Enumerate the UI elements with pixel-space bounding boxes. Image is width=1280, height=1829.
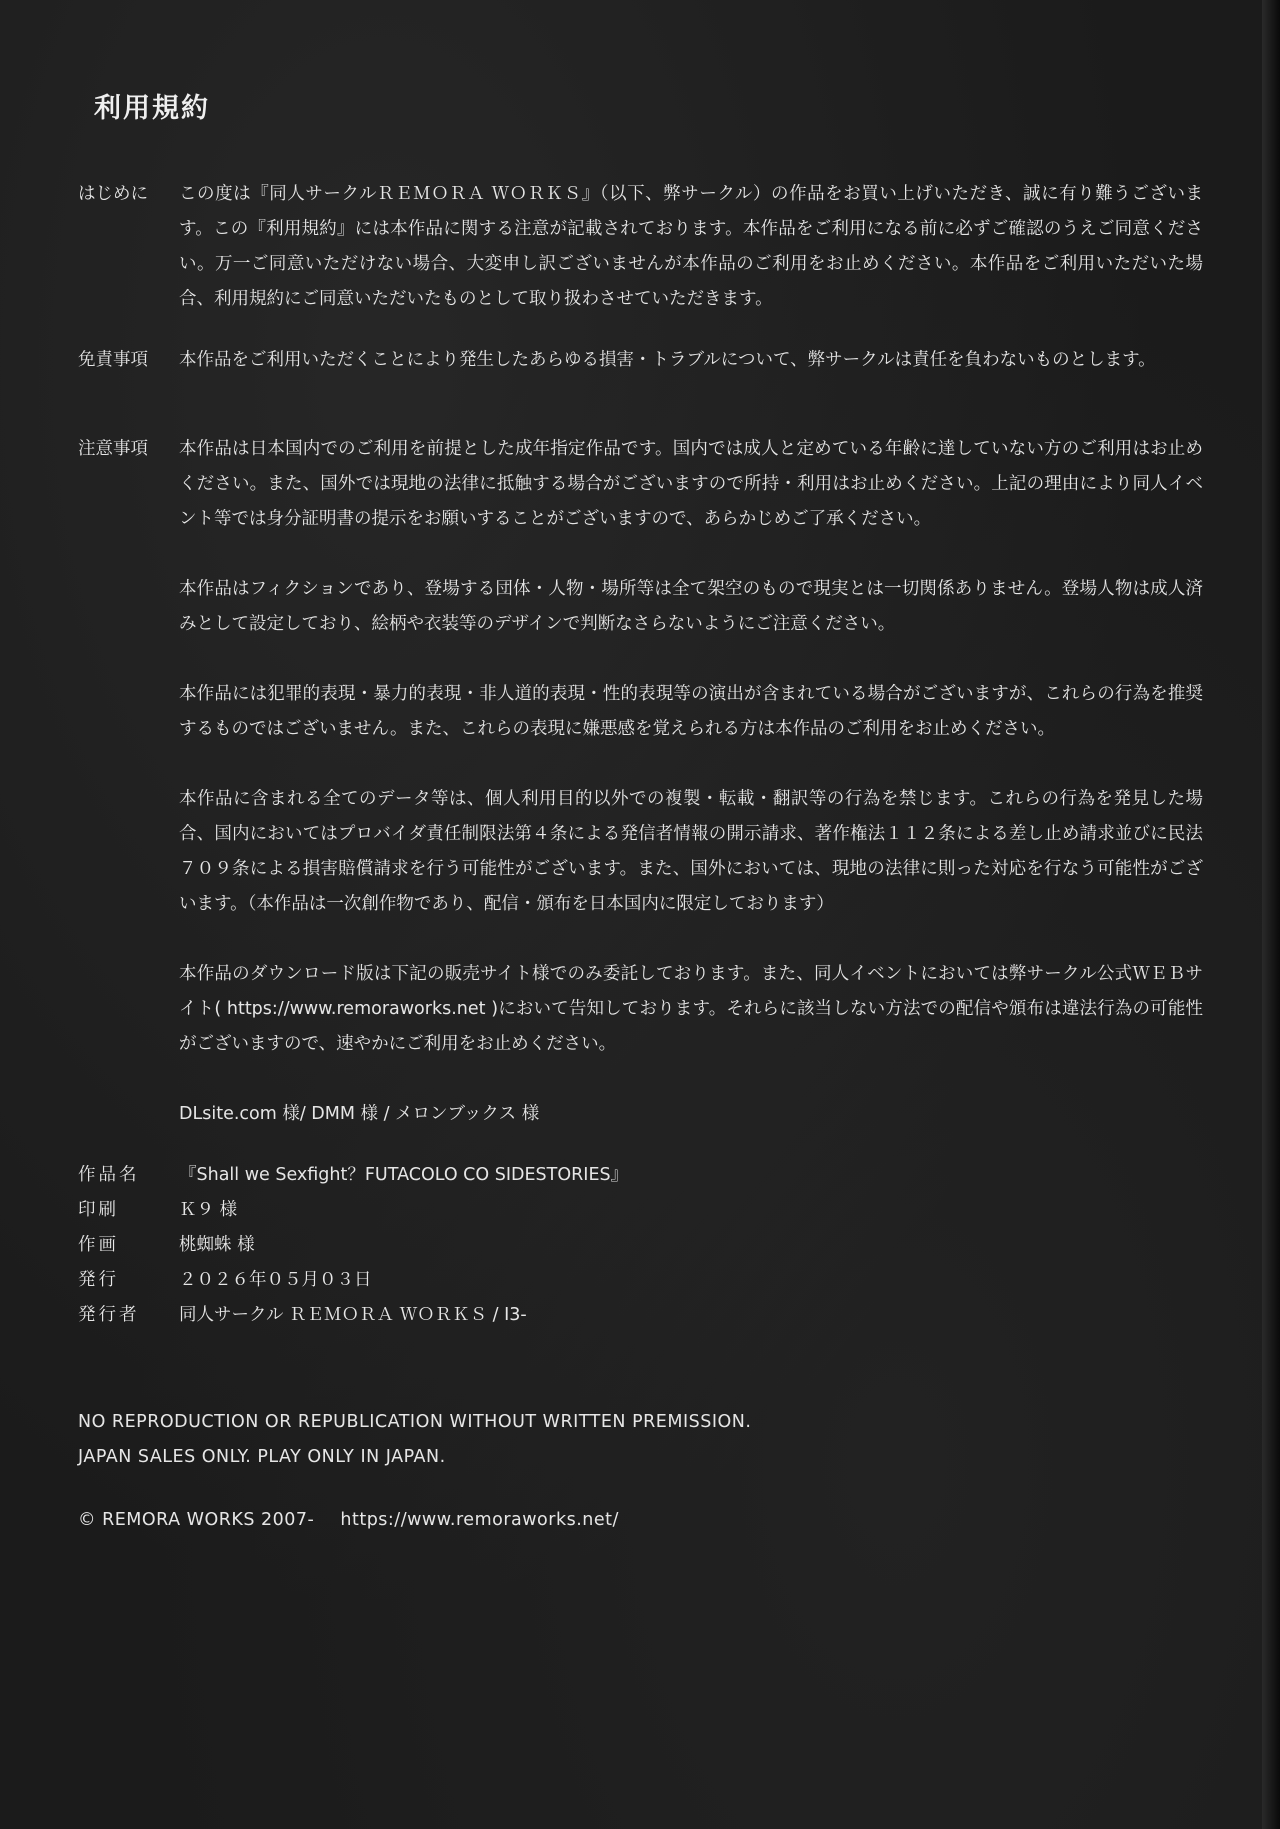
credit-label: 作画 [78, 1235, 119, 1255]
page-edge-shadow [1262, 0, 1280, 1829]
disclaimer-label: 免責事項 [78, 350, 148, 370]
copyright-line [78, 1503, 1203, 1538]
credit-value: 『Shall we Sexfight？FUTACOLO CO SIDESTORIES』 [179, 1165, 629, 1185]
credit-label: 印刷 [78, 1200, 119, 1220]
notes-paragraph: 本作品には犯罪的表現・暴力的表現・非人道的表現・性的表現等の演出が含まれている場合がございますが、これらの行為を推奨するものではございません。また、これらの表現に嫌悪感を覚えられる方は本作品のご利用をお止めください。 [179, 684, 1203, 739]
notes-paragraph: 本作品は日本国内でのご利用を前提とした成年指定作品です。国内では成人と定めている年齢に達していない方のご利用はお止めください。また、国外では現地の法律に抵触する場合がございますので所持・利用はお止めください。上記の理由により同人イベント等では身分証明書の提示をお願いすることがございますので、あらかじめご了承ください。 [179, 439, 1203, 529]
notice-line-2: JAPAN SALES ONLY. PLAY ONLY IN JAPAN. [78, 1447, 446, 1467]
intro-text: この度は『同人サークルＲＥＭＯＲＡ ＷＯＲＫＳ』（以下、弊サークル）の作品をお買い上げいただき、誠に有り難うございます。この『利用規約』には本作品に関する注意が記載されております。本作品をご利用になる前に必ずご確認のうえご同意ください。万一ご同意いただけない場合、大変申し訳ございませんが本作品のご利用をお止めください。本作品をご利用いただいた場合、利用規約にご同意いただいたものとして取り扱わさせていただきます。 [179, 184, 1203, 309]
notes-paragraph: 本作品のダウンロード版は下記の販売サイト様でのみ委託しております。また、同人イベントにおいては弊サークル公式ＷＥＢサイト( https://www.remoraworks.net )において告知しております。それらに該当しない方法での配信や頒布は違法行為の可能性がございますので、速やかにご利用をお止めください。 [179, 964, 1203, 1054]
intro-label: はじめに [78, 184, 148, 204]
notice-line-1: NO REPRODUCTION OR REPUBLICATION WITHOUT WRITTEN PREMISSION. [78, 1412, 752, 1432]
credit-value: Ｋ９ 様 [179, 1200, 238, 1220]
reproduction-notice [78, 1405, 1203, 1475]
page-title: 利用規約 [94, 93, 210, 124]
credit-value: 桃蜘蛛 様 [179, 1235, 255, 1255]
notes-section [78, 432, 1203, 1132]
copyright-holder: © REMORA WORKS 2007- [78, 1510, 315, 1530]
intro-section [78, 177, 1203, 317]
credit-value: ２０２６年０５月０３日 [179, 1270, 372, 1290]
credit-value: 同人サークル ＲＥＭＯＲＡ ＷＯＲＫＳ / I3- [179, 1305, 527, 1325]
credit-row-title [78, 1158, 1203, 1193]
disclaimer-text: 本作品をご利用いただくことにより発生したあらゆる損害・トラブルについて、弊サークルは責任を負わないものとします。 [179, 350, 1156, 370]
notes-paragraph: 本作品に含まれる全てのデータ等は、個人利用目的以外での複製・転載・翻訳等の行為を禁じます。これらの行為を発見した場合、国内においてはプロバイダ責任制限法第４条による発信者情報の開示請求、著作権法１１２条による差し止め請求並びに民法７０９条による損害賠償請求を行う可能性がございます。また、国外においては、現地の法律に則った対応を行なう可能性がございます。（本作品は一次創作物であり、配信・頒布を日本国内に限定しております） [179, 789, 1203, 914]
credit-row-issue-date [78, 1263, 1203, 1298]
credits-block [78, 1158, 1203, 1333]
credit-label: 作品名 [78, 1165, 140, 1185]
credit-label: 発行 [78, 1270, 119, 1290]
credit-row-publisher [78, 1298, 1203, 1333]
credit-row-art [78, 1228, 1203, 1263]
credit-row-print [78, 1193, 1203, 1228]
notes-label: 注意事項 [78, 439, 148, 459]
copyright-url: https://www.remoraworks.net/ [340, 1510, 619, 1530]
credit-label: 発行者 [78, 1305, 140, 1325]
disclaimer-section [78, 343, 1203, 378]
sales-sites: DLsite.com 様/ DMM 様 / メロンブックス 様 [179, 1104, 540, 1124]
notes-paragraph: 本作品はフィクションであり、登場する団体・人物・場所等は全て架空のもので現実とは一切関係ありません。登場人物は成人済みとして設定しており、絵柄や衣装等のデザインで判断なさらないようにご注意ください。 [179, 579, 1203, 634]
terms-page [78, 86, 1203, 1538]
